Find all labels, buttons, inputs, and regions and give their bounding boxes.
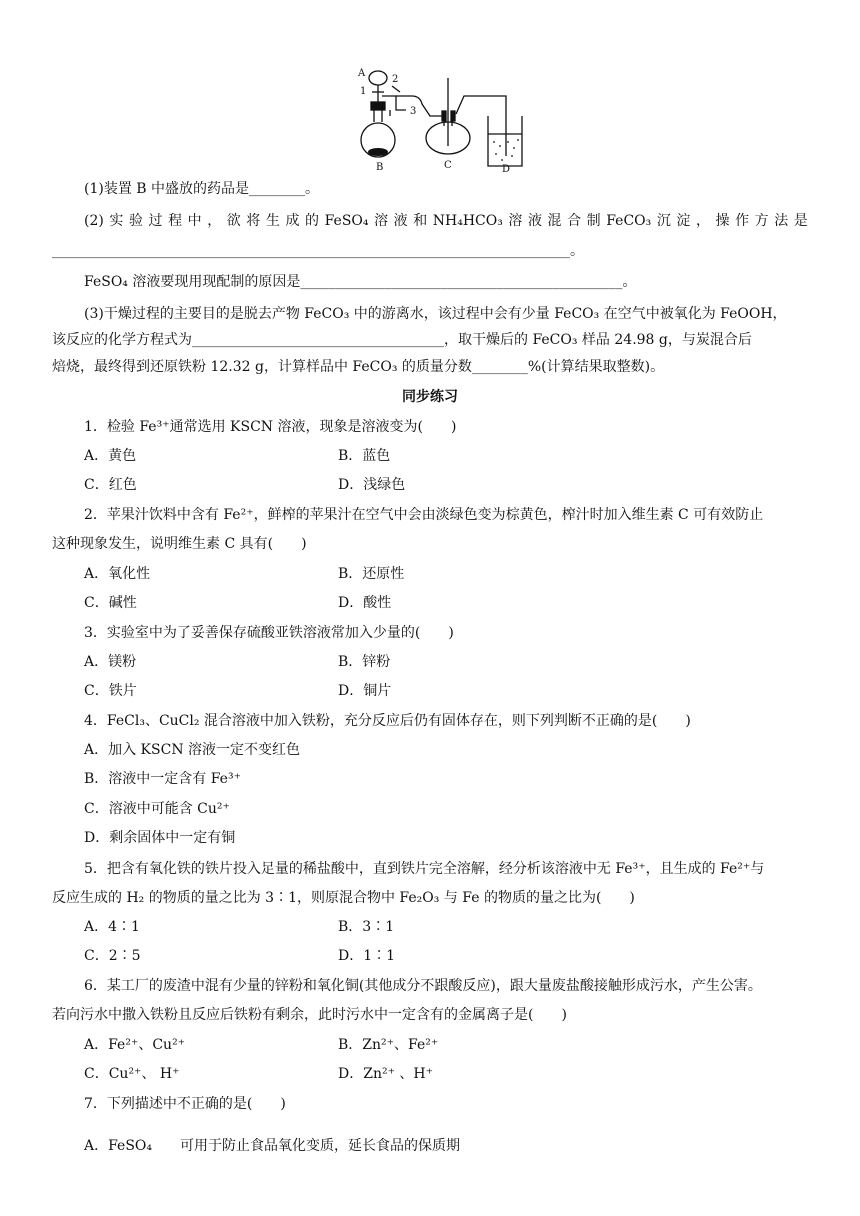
question-2-text: [84, 211, 808, 231]
question-2-token: FeCO₃: [606, 213, 652, 229]
question-2-token: 操: [715, 213, 730, 229]
exercise-5-stem-line-2: 反应生成的 H₂ 的物质的量之比为 3∶1，则原混合物中 Fe₂O₃ 与 Fe 的物质的量之比为( ): [52, 890, 635, 906]
question-2-token: 合: [567, 213, 582, 229]
question-2-token: 的: [305, 213, 320, 229]
exercise-5-option-b: B．3∶1: [338, 919, 395, 935]
exercise-4-option-b: B．溶液中一定含有 Fe³⁺: [84, 771, 241, 787]
label-3: 3: [410, 106, 417, 117]
label-D: D: [502, 164, 511, 174]
question-2-token: NH₄HCO₃: [432, 213, 503, 229]
question-2-token: 验: [128, 213, 143, 229]
question-2-token: 作: [735, 213, 750, 229]
exercise-1-option-a: A．黄色: [84, 448, 137, 464]
question-2-token: 溶: [508, 213, 523, 229]
question-2-reason: FeSO₄ 溶液要现用现配制的原因是______________________________________________。: [84, 274, 637, 290]
question-2-token: 溶: [374, 213, 389, 229]
exercise-3-option-a: A．镁粉: [84, 654, 137, 670]
exercise-4-option-a: A．加入 KSCN 溶液一定不变红色: [84, 742, 301, 758]
question-2-token: (2): [84, 213, 104, 229]
question-2-token: 是: [793, 213, 808, 229]
question-2-token: 将: [246, 213, 261, 229]
exercise-2-option-a: A．氧化性: [84, 566, 151, 582]
question-1-text: (1)装置 B 中盛放的药品是________。: [84, 181, 320, 197]
question-2-token: 制: [586, 213, 601, 229]
exercise-6-option-a: A．Fe²⁺、Cu²⁺: [84, 1037, 186, 1053]
exercise-2-option-d: D．酸性: [338, 595, 392, 611]
exercise-5-option-c: C．2∶5: [84, 948, 141, 964]
exercise-7-stem: 7．下列描述中不正确的是( ): [84, 1096, 286, 1112]
exercise-1-option-d: D．浅绿色: [338, 477, 406, 493]
exercise-5-stem-line-1: 5．把含有氧化铁的铁片投入足量的稀盐酸中，直到铁片完全溶解，经分析该溶液中无 Fe³⁺，且生成的 Fe²⁺与: [84, 861, 765, 877]
exercise-3-option-b: B．锌粉: [338, 654, 391, 670]
section-title: 同步练习: [402, 389, 458, 405]
exercise-6-stem-line-1: 6．某工厂的废渣中混有少量的锌粉和氧化铜(其他成分不跟酸反应)，跟大量废盐酸接触形成污水，产生公害。: [84, 978, 762, 994]
question-2-token: 液: [393, 213, 408, 229]
question-2-token: FeSO₄: [324, 213, 369, 229]
apparatus-diagram: [352, 56, 528, 174]
question-3-line-3: 焙烧，最终得到还原铁粉 12.32 g，计算样品中 FeCO₃ 的质量分数________%(计算结果取整数)。: [52, 359, 665, 375]
question-2-token: 混: [547, 213, 562, 229]
question-2-token: 成: [285, 213, 300, 229]
exercise-4-stem: 4．FeCl₃、CuCl₂ 混合溶液中加入铁粉，充分反应后仍有固体存在，则下列判断不正确的是( ): [84, 713, 691, 729]
exercise-2-stem-line-1: 2．苹果汁饮料中含有 Fe²⁺，鲜榨的苹果汁在空气中会由淡绿色变为棕黄色，榨汁时加入维生素 C 可有效防止: [84, 507, 764, 523]
exercise-3-option-d: D．铜片: [338, 683, 392, 699]
question-2-token: 和: [413, 213, 428, 229]
exercise-6-option-c: C．Cu²⁺、 H⁺: [84, 1066, 180, 1082]
label-A: A: [358, 68, 366, 79]
exercise-2-option-b: B．还原性: [338, 566, 405, 582]
exercise-3-option-c: C．铁片: [84, 683, 137, 699]
exercise-6-option-b: B．Zn²⁺、Fe²⁺: [338, 1037, 439, 1053]
question-2-token: 过: [148, 213, 163, 229]
exercise-1-option-b: B．蓝色: [338, 448, 391, 464]
question-2-token: 方: [754, 213, 769, 229]
question-2-token: 淀: [676, 213, 691, 229]
question-2-token: 生: [265, 213, 280, 229]
label-2: 2: [392, 74, 399, 85]
question-2-token: 欲: [226, 213, 241, 229]
exercise-7-option-a: A．FeSO₄ 可用于防止食品氧化变质，延长食品的保质期: [84, 1138, 461, 1154]
exercise-4-option-d: D．剩余固体中一定有铜: [84, 830, 236, 846]
exercise-1-stem: 1．检验 Fe³⁺通常选用 KSCN 溶液，现象是溶液变为( ): [84, 419, 457, 435]
question-2-token: 程: [168, 213, 183, 229]
question-2-token: 法: [774, 213, 789, 229]
question-2-token: 实: [109, 213, 124, 229]
question-2-blank: __________________________________________________________________________。: [52, 243, 584, 259]
exercise-6-stem-line-2: 若向污水中撒入铁粉且反应后铁粉有剩余，此时污水中一定含有的金属离子是( ): [52, 1007, 567, 1023]
question-2-token: ，: [695, 213, 710, 229]
question-3-line-1: (3)干燥过程的主要目的是脱去产物 FeCO₃ 中的游离水，该过程中会有少量 FeCO₃ 在空气中被氧化为 FeOOH，: [84, 306, 787, 322]
exercise-5-option-a: A．4∶1: [84, 919, 140, 935]
exercise-2-stem-line-2: 这种现象发生，说明维生素 C 具有( ): [52, 536, 307, 552]
label-B: B: [376, 162, 384, 173]
label-C: C: [444, 160, 452, 171]
question-2-token: 中: [187, 213, 202, 229]
exercise-3-stem: 3．实验室中为了妥善保存硫酸亚铁溶液常加入少量的( ): [84, 625, 454, 641]
exercise-2-option-c: C．碱性: [84, 595, 137, 611]
label-1: 1: [360, 86, 367, 97]
question-2-token: 液: [527, 213, 542, 229]
exercise-4-option-c: C．溶液中可能含 Cu²⁺: [84, 801, 230, 817]
exercise-5-option-d: D．1∶1: [338, 948, 396, 964]
exercise-1-option-c: C．红色: [84, 477, 137, 493]
exercise-6-option-d: D．Zn²⁺ 、H⁺: [338, 1066, 434, 1082]
question-3-line-2: 该反应的化学方程式为____________________________________，取干燥后的 FeCO₃ 样品 24.98 g，与炭混合后: [52, 332, 752, 348]
question-2-token: ，: [207, 213, 222, 229]
question-2-token: 沉: [656, 213, 671, 229]
